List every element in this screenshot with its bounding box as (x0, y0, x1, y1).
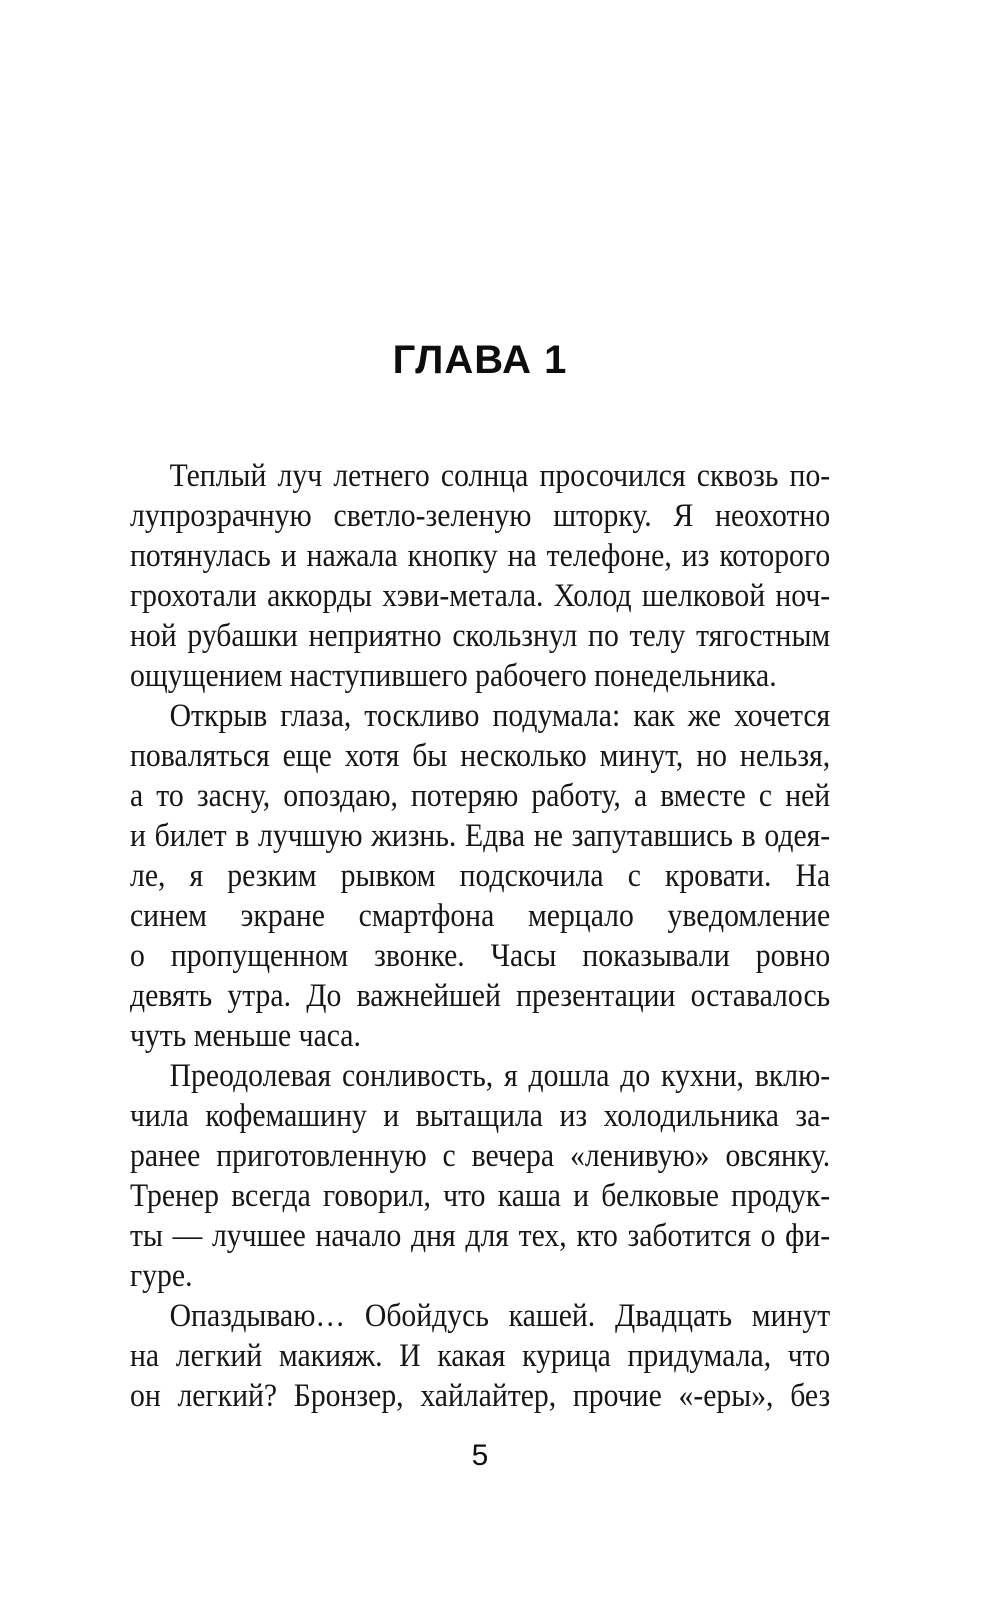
text-line: Опаздываю… Обойдусь кашей. Двадцать минут (169, 1298, 831, 1334)
text-line: Преодолевая сонливость, я дошла до кухни, вклю- (169, 1058, 831, 1094)
text-line: на легкий макияж. И какая курица придумала, что (130, 1338, 831, 1374)
text-line: ной рубашки неприятно скользнул по телу тягостным (130, 618, 831, 654)
text-line: и билет в лучшую жизнь. Едва не запутавшись в одея- (130, 818, 831, 854)
text-line: Теплый луч летнего солнца просочился сквозь по- (169, 458, 831, 494)
text-line: потянулась и нажала кнопку на телефоне, из которого (130, 538, 831, 574)
text-line: он легкий? Бронзер, хайлайтер, прочие «-еры», без (130, 1378, 831, 1414)
page-number: 5 (471, 1439, 489, 1472)
chapter-heading: ГЛАВА 1 (392, 338, 568, 382)
text-line: ты — лучшее начало дня для тех, кто заботится о фи- (130, 1218, 831, 1254)
text-line: чуть меньше часа. (130, 1018, 361, 1054)
text-line: а то засну, опоздаю, потеряю работу, а вместе с ней (130, 778, 831, 814)
text-line: Тренер всегда говорил, что каша и белковые продук- (130, 1178, 831, 1214)
body-text (130, 456, 830, 1416)
text-line: ранее приготовленную с вечера «ленивую» овсянку. (130, 1138, 831, 1174)
text-line: ощущением наступившего рабочего понедельника. (130, 658, 777, 694)
text-line: ле, я резким рывком подскочила с кровати. На (130, 858, 831, 894)
text-line: чила кофемашину и вытащила из холодильника за- (130, 1098, 831, 1134)
text-line: синем экране смартфона мерцало уведомление (130, 898, 831, 934)
text-line: гуре. (130, 1258, 193, 1294)
text-line: поваляться еще хотя бы несколько минут, но нельзя, (130, 738, 831, 774)
text-line: Открыв глаза, тоскливо подумала: как же хочется (169, 698, 831, 734)
text-line: грохотали аккорды хэви-метала. Холод шелковой ноч- (130, 578, 831, 614)
text-line: о пропущенном звонке. Часы показывали ровно (130, 938, 831, 974)
text-line: лупрозрачную светло-зеленую шторку. Я неохотно (130, 498, 831, 534)
text-line: девять утра. До важнейшей презентации оставалось (130, 978, 831, 1014)
